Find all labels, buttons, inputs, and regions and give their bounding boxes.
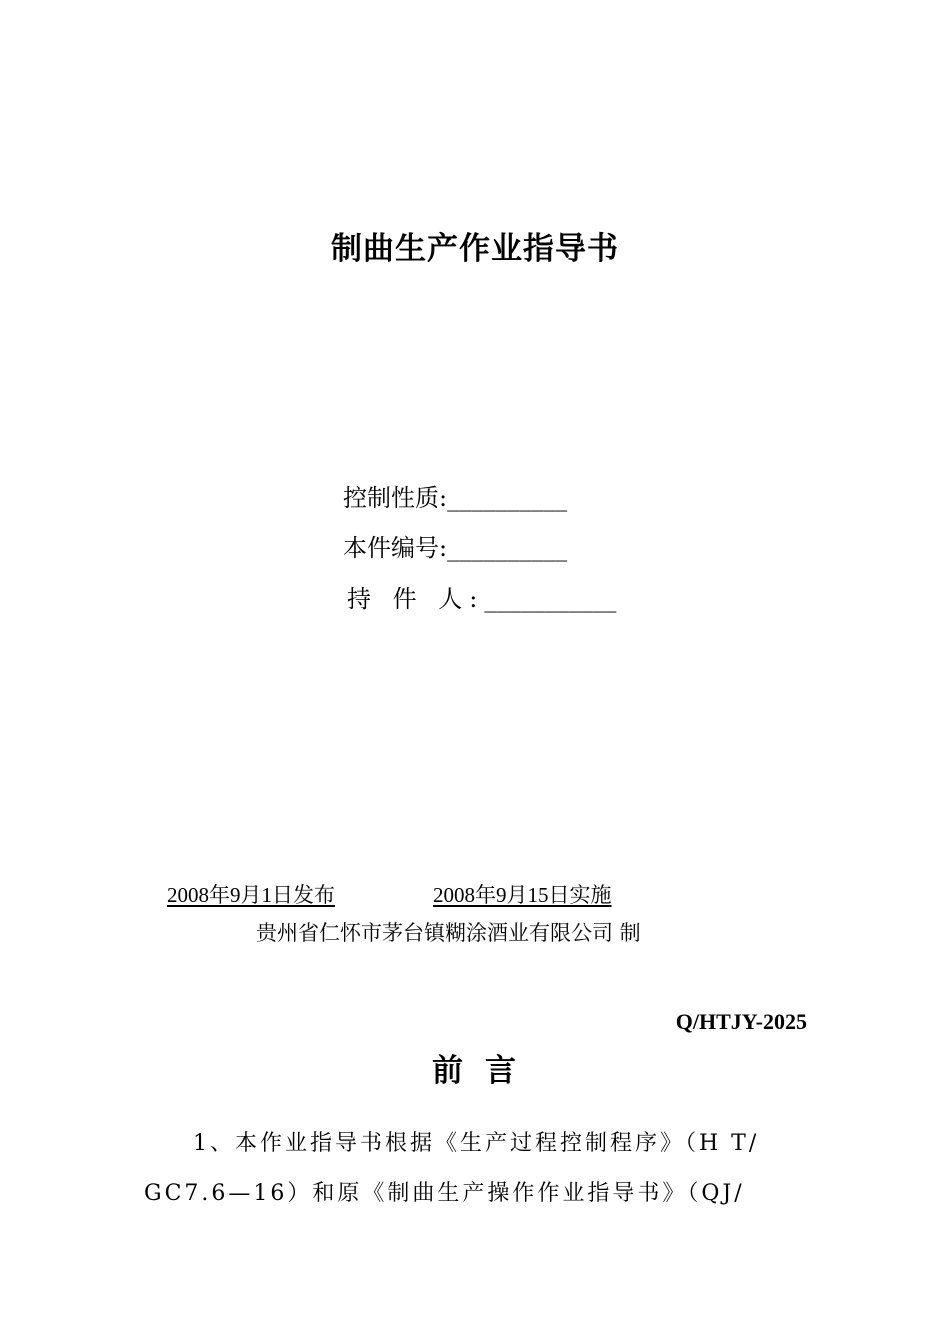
holder-field [347, 581, 616, 617]
preface-paragraph-line-2: GC7.6—16）和原《制曲生产操作作业指导书》（QJ/ [144, 1181, 745, 1206]
dates-line [167, 880, 612, 910]
document-number-blank[interactable]: __________ [447, 534, 568, 562]
document-title: 制曲生产作业指导书 [331, 231, 619, 267]
preface-title [0, 1048, 950, 1094]
implement-date: 2008年9月15日实施 [433, 883, 612, 907]
document-number-label: 本件编号: [343, 534, 448, 562]
release-date: 2008年9月1日发布 [167, 883, 335, 907]
preface-title-char-1: 前 [432, 1053, 465, 1089]
holder-blank[interactable]: ___________ [484, 585, 617, 613]
control-nature-label: 控制性质: [343, 484, 448, 512]
document-code: Q/HTJY-2025 [675, 1009, 807, 1034]
holder-label: 持 件 人: [347, 585, 485, 613]
control-nature-field [343, 480, 567, 516]
document-number-field [343, 530, 567, 566]
preface-paragraph-line-1: 1、本作业指导书根据《生产过程控制程序》（H T/ [193, 1131, 760, 1156]
control-nature-blank[interactable]: __________ [447, 484, 568, 512]
company-name: 贵州省仁怀市茅台镇糊涂酒业有限公司 制 [256, 921, 641, 945]
preface-title-char-2: 言 [485, 1053, 518, 1089]
